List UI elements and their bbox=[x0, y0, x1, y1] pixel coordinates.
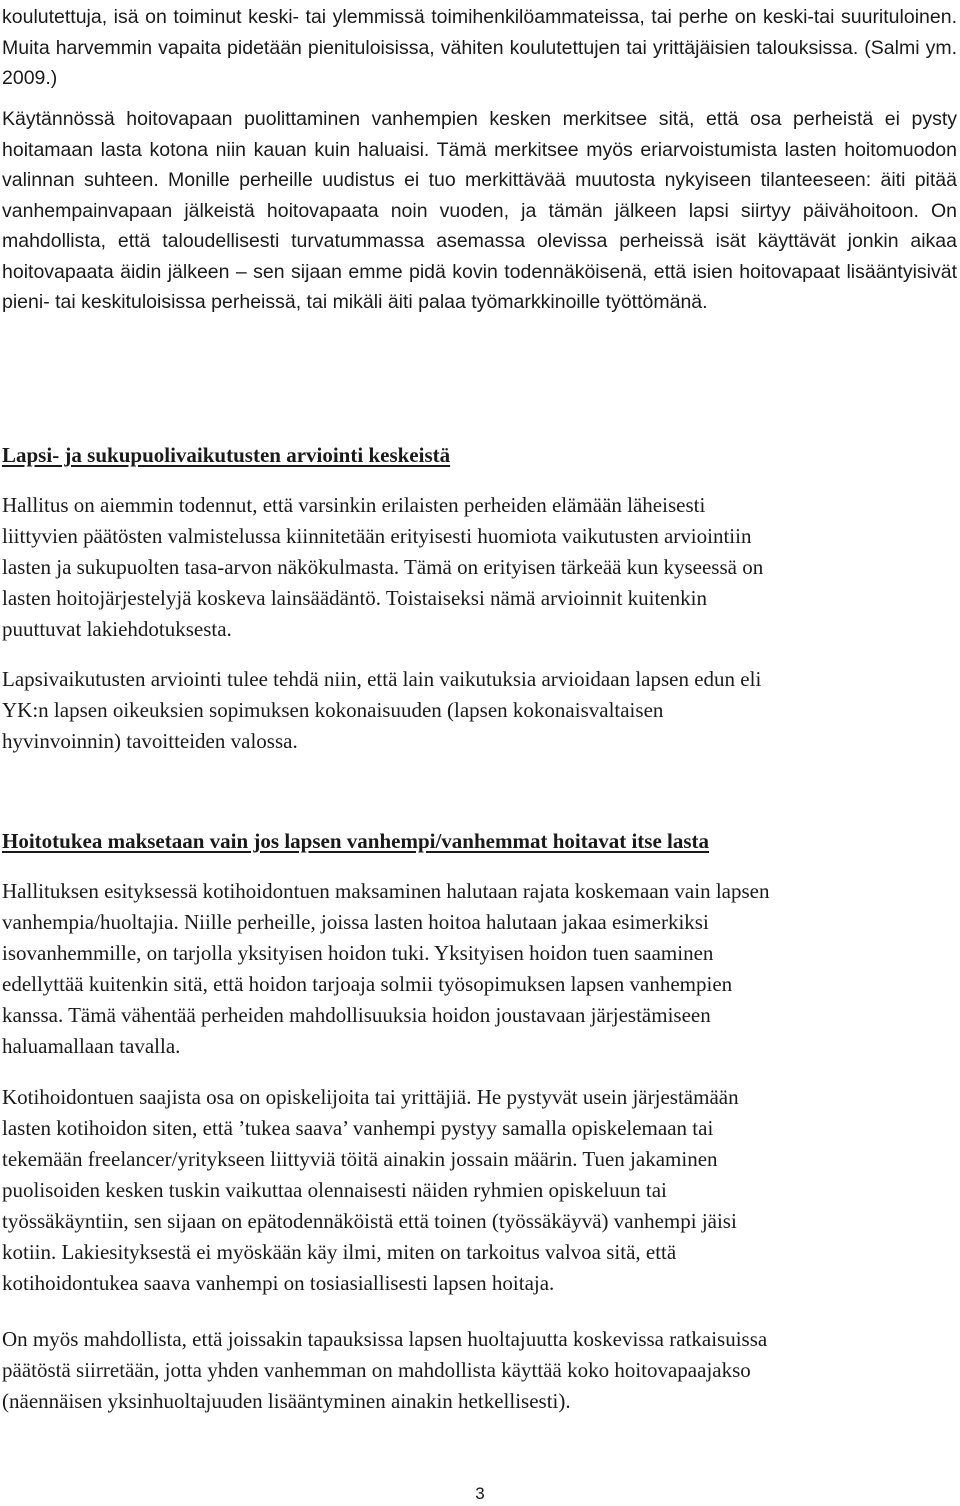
text-line: kotiin. Lakiesityksestä ei myöskään käy ilmi, miten on tarkoitus valvoa sitä, että bbox=[2, 1240, 677, 1264]
text-line: edellyttää kuitenkin sitä, että hoidon tarjoaja solmii työsopimuksen lapsen vanhempien bbox=[2, 972, 733, 996]
text-line: lasten hoitojärjestelyjä koskeva lainsäädäntö. Toistaiseksi nämä arvioinnit kuitenkin bbox=[2, 586, 707, 610]
text-line: YK:n lapsen oikeuksien sopimuksen kokonaisuuden (lapsen kokonaisvaltaisen bbox=[2, 698, 664, 722]
text-line: On myös mahdollista, että joissakin tapauksissa lapsen huoltajuutta koskevissa ratkaisuissa bbox=[2, 1327, 768, 1351]
text-line: tekemään freelancer/yritykseen liittyviä töitä ainakin jossain määrin. Tuen jakaminen bbox=[2, 1147, 718, 1171]
page-number: 3 bbox=[475, 1484, 485, 1503]
text-line: puolisoiden kesken tuskin vaikuttaa olennaisesti näiden ryhmien opiskeluun tai bbox=[2, 1178, 667, 1202]
text-line: kanssa. Tämä vähentää perheiden mahdollisuuksia hoidon joustavaan järjestämiseen bbox=[2, 1003, 711, 1027]
hoitotuki-paragraph-1 bbox=[2, 876, 769, 1062]
text-line: vanhempia/huoltajia. Niille perheille, joissa lasten hoitoa halutaan jakaa esimerkiksi bbox=[2, 910, 709, 934]
text-line: (näennäisen yksinhuoltajuuden lisääntyminen ainakin hetkellisesti). bbox=[2, 1389, 571, 1413]
text-line: hyvinvoinnin) tavoitteiden valossa. bbox=[2, 729, 298, 753]
text-line: puuttuvat lakiehdotuksesta. bbox=[2, 617, 232, 641]
arviointi-paragraph-1 bbox=[2, 490, 763, 645]
text-line: liittyvien päätösten valmistelussa kiinnitetään erityisesti huomiota vaikutusten arviointiin bbox=[2, 524, 752, 548]
hoitotuki-paragraph-3 bbox=[2, 1324, 767, 1417]
text-line: Lapsivaikutusten arviointi tulee tehdä niin, että lain vaikutuksia arvioidaan lapsen edun eli bbox=[2, 667, 762, 691]
hoitovapaa-paragraph: Käytännössä hoitovapaan puolittaminen vanhempien kesken merkitsee sitä, että osa perheistä ei pysty hoitamaan lasta kotona niin kauan kuin haluaisi. Tämä merkitsee myös eriarvoistumista lasten hoitomuodon valinnan suhteen. Monille perheille uudistus ei tuo merkittävää muutosta nykyiseen tilanteeseen: äiti pitää vanhempainvapaan jälkeistä hoitovapaata noin vuoden, ja tämän jälkeen lapsi siirtyy päivähoitoon. On mahdollista, että taloudellisesti turvatummassa asemassa olevissa perheissä isät käyttävät jonkin aikaa hoitovapaata äidin jälkeen – sen sijaan emme pidä kovin todennäköisenä, että isien hoitovapaat lisääntyisivät pieni- tai keskituloisissa perheissä, tai mikäli äiti palaa työmarkkinoille työttömänä. bbox=[2, 108, 957, 313]
text-line: lasten ja sukupuolten tasa-arvon näkökulmasta. Tämä on erityisen tärkeää kun kyseessä on bbox=[2, 555, 764, 579]
text-line: Hallituksen esityksessä kotihoidontuen maksaminen halutaan rajata koskemaan vain lapsen bbox=[2, 879, 770, 903]
text-line: Kotihoidontuen saajista osa on opiskelijoita tai yrittäjiä. He pystyvät usein järjestämään bbox=[2, 1085, 739, 1109]
hoitotuki-paragraph-2 bbox=[2, 1082, 739, 1299]
text-line: lasten kotihoidon siten, että ’tukea saava’ vanhempi pystyy samalla opiskelemaan tai bbox=[2, 1116, 714, 1140]
section-heading-vaikutusten-arviointi: Lapsi- ja sukupuolivaikutusten arviointi keskeistä bbox=[2, 443, 451, 467]
text-line: päätöstä siirretään, jotta yhden vanhemman on mahdollista käyttää koko hoitovapaajakso bbox=[2, 1358, 751, 1382]
text-line: isovanhemmille, on tarjolla yksityisen hoidon tuki. Yksityisen hoidon tuen saaminen bbox=[2, 941, 714, 965]
text-line: työssäkäyntiin, sen sijaan on epätodennäköistä että toinen (työssäkäyvä) vanhempi jäisi bbox=[2, 1209, 737, 1233]
text-line: kotihoidontukea saava vanhempi on tosiasiallisesti lapsen hoitaja. bbox=[2, 1271, 555, 1295]
text-line: Hallitus on aiemmin todennut, että varsinkin erilaisten perheiden elämään läheisesti bbox=[2, 493, 706, 517]
section-heading-hoitotuki: Hoitotukea maksetaan vain jos lapsen vanhempi/vanhemmat hoitavat itse lasta bbox=[2, 829, 710, 853]
intro-paragraph: koulutettuja, isä on toiminut keski- tai ylemmissä toimihenkilöammateissa, tai perhe on keski-tai suurituloinen. Muita harvemmin vapaita pidetään pienituloisissa, vähiten koulutettujen tai yrittäjäisien talouksissa. (Salmi ym. 2009.) bbox=[2, 6, 957, 89]
text-line: haluamallaan tavalla. bbox=[2, 1034, 181, 1058]
arviointi-paragraph-2 bbox=[2, 664, 761, 757]
